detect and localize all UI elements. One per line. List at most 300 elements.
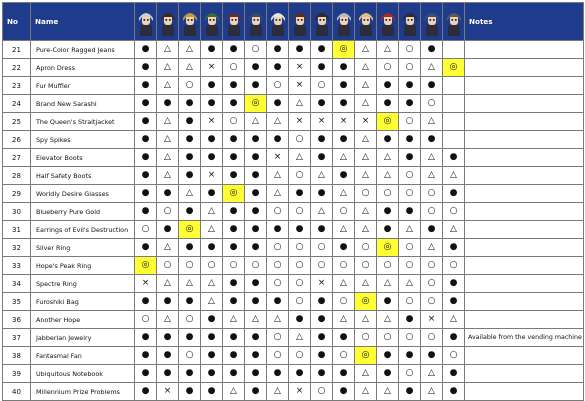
filled-circle-icon: ●: [135, 239, 157, 257]
column-header-character-10: [333, 3, 355, 41]
filled-circle-icon: ●: [223, 95, 245, 113]
circle-icon: ○: [289, 293, 311, 311]
circle-icon: ○: [289, 131, 311, 149]
filled-circle-icon: ●: [201, 347, 223, 365]
triangle-icon: △: [333, 275, 355, 293]
triangle-icon: △: [267, 113, 289, 131]
column-header-character-1: [135, 3, 157, 41]
filled-circle-icon: ●: [223, 329, 245, 347]
filled-circle-icon: ●: [377, 347, 399, 365]
filled-circle-icon: ●: [245, 185, 267, 203]
cross-icon: ×: [289, 59, 311, 77]
filled-circle-icon: ●: [179, 113, 201, 131]
item-notes: [465, 185, 584, 203]
circle-icon: ○: [135, 221, 157, 239]
table-row: [3, 41, 584, 59]
filled-circle-icon: ●: [333, 167, 355, 185]
filled-circle-icon: ●: [201, 329, 223, 347]
triangle-icon: △: [421, 383, 443, 401]
triangle-icon: △: [355, 131, 377, 149]
item-notes: [465, 167, 584, 185]
column-header-no: No: [3, 3, 31, 41]
column-header-character-9: [311, 3, 333, 41]
filled-circle-icon: ●: [311, 221, 333, 239]
item-name: Hope's Peak Ring: [31, 257, 135, 275]
table-row: [3, 311, 584, 329]
circle-icon: ○: [311, 77, 333, 95]
row-number: 23: [3, 77, 31, 95]
filled-circle-icon: ●: [311, 149, 333, 167]
table-header-row: [3, 3, 584, 41]
filled-circle-icon: ●: [421, 131, 443, 149]
filled-circle-icon: ●: [245, 383, 267, 401]
circle-icon: ○: [267, 77, 289, 95]
filled-circle-icon: ●: [179, 203, 201, 221]
filled-circle-icon: ●: [223, 275, 245, 293]
row-number: 40: [3, 383, 31, 401]
filled-circle-icon: ●: [443, 275, 465, 293]
double-circle-icon: ◎: [443, 59, 465, 77]
circle-icon: ○: [179, 311, 201, 329]
circle-icon: ○: [223, 59, 245, 77]
triangle-icon: △: [179, 59, 201, 77]
circle-icon: ○: [399, 167, 421, 185]
item-name: The Queen's Straitjacket: [31, 113, 135, 131]
triangle-icon: △: [377, 275, 399, 293]
filled-circle-icon: ●: [223, 131, 245, 149]
item-name: Half Safety Boots: [31, 167, 135, 185]
table-row: [3, 329, 584, 347]
item-notes: [465, 113, 584, 131]
gift-compatibility-table: [2, 2, 584, 401]
circle-icon: ○: [245, 257, 267, 275]
filled-circle-icon: ●: [443, 185, 465, 203]
filled-circle-icon: ●: [157, 293, 179, 311]
column-header-character-8: [289, 3, 311, 41]
circle-icon: ○: [289, 275, 311, 293]
filled-circle-icon: ●: [179, 95, 201, 113]
filled-circle-icon: ●: [399, 311, 421, 329]
column-header-character-3: [179, 3, 201, 41]
table-row: [3, 203, 584, 221]
circle-icon: ○: [267, 239, 289, 257]
character-portrait-icon: [159, 9, 177, 37]
filled-circle-icon: ●: [333, 365, 355, 383]
triangle-icon: △: [201, 221, 223, 239]
column-header-character-5: [223, 3, 245, 41]
row-number: 21: [3, 41, 31, 59]
filled-circle-icon: ●: [135, 203, 157, 221]
filled-circle-icon: ●: [311, 131, 333, 149]
circle-icon: ○: [267, 347, 289, 365]
filled-circle-icon: ●: [311, 293, 333, 311]
column-header-character-13: [399, 3, 421, 41]
character-portrait-icon: [225, 9, 243, 37]
filled-circle-icon: ●: [135, 95, 157, 113]
filled-circle-icon: ●: [311, 347, 333, 365]
filled-circle-icon: ●: [377, 221, 399, 239]
triangle-icon: △: [179, 41, 201, 59]
triangle-icon: △: [267, 383, 289, 401]
circle-icon: ○: [289, 239, 311, 257]
filled-circle-icon: ●: [421, 41, 443, 59]
filled-circle-icon: ●: [245, 131, 267, 149]
triangle-icon: △: [267, 167, 289, 185]
circle-icon: ○: [355, 185, 377, 203]
triangle-icon: △: [157, 167, 179, 185]
circle-icon: ○: [421, 257, 443, 275]
circle-icon: ○: [289, 167, 311, 185]
triangle-icon: △: [421, 149, 443, 167]
filled-circle-icon: ●: [201, 185, 223, 203]
filled-circle-icon: ●: [311, 329, 333, 347]
filled-circle-icon: ●: [223, 167, 245, 185]
triangle-icon: △: [289, 329, 311, 347]
filled-circle-icon: ●: [311, 185, 333, 203]
row-number: 29: [3, 185, 31, 203]
row-number: 39: [3, 365, 31, 383]
circle-icon: ○: [267, 275, 289, 293]
triangle-icon: △: [421, 59, 443, 77]
item-notes: [465, 203, 584, 221]
filled-circle-icon: ●: [179, 131, 201, 149]
filled-circle-icon: ●: [333, 59, 355, 77]
double-circle-icon: ◎: [179, 221, 201, 239]
double-circle-icon: ◎: [355, 347, 377, 365]
filled-circle-icon: ●: [157, 95, 179, 113]
item-notes: [465, 95, 584, 113]
circle-icon: ○: [399, 239, 421, 257]
table-row: [3, 365, 584, 383]
triangle-icon: △: [333, 185, 355, 203]
filled-circle-icon: ●: [223, 293, 245, 311]
item-notes: [465, 149, 584, 167]
filled-circle-icon: ●: [333, 239, 355, 257]
cross-icon: ×: [311, 113, 333, 131]
filled-circle-icon: ●: [135, 329, 157, 347]
circle-icon: ○: [267, 257, 289, 275]
filled-circle-icon: ●: [399, 203, 421, 221]
circle-icon: ○: [377, 185, 399, 203]
filled-circle-icon: ●: [289, 365, 311, 383]
filled-circle-icon: ●: [201, 95, 223, 113]
filled-circle-icon: ●: [267, 293, 289, 311]
item-name: Pure-Color Ragged Jeans: [31, 41, 135, 59]
triangle-icon: △: [355, 167, 377, 185]
circle-icon: ○: [333, 203, 355, 221]
triangle-icon: △: [355, 59, 377, 77]
triangle-icon: △: [399, 275, 421, 293]
triangle-icon: △: [333, 221, 355, 239]
filled-circle-icon: ●: [135, 59, 157, 77]
triangle-icon: △: [201, 203, 223, 221]
filled-circle-icon: ●: [443, 293, 465, 311]
circle-icon: ○: [179, 77, 201, 95]
circle-icon: ○: [355, 329, 377, 347]
triangle-icon: △: [157, 131, 179, 149]
filled-circle-icon: ●: [157, 347, 179, 365]
triangle-icon: △: [333, 311, 355, 329]
circle-icon: ○: [289, 203, 311, 221]
filled-circle-icon: ●: [377, 203, 399, 221]
filled-circle-icon: ●: [201, 383, 223, 401]
circle-icon: ○: [421, 185, 443, 203]
triangle-icon: △: [157, 149, 179, 167]
circle-icon: ○: [421, 203, 443, 221]
character-portrait-icon: [247, 9, 265, 37]
character-portrait-icon: [423, 9, 441, 37]
table-row: [3, 257, 584, 275]
filled-circle-icon: ●: [223, 149, 245, 167]
column-header-character-15: [443, 3, 465, 41]
item-name: Elevator Boots: [31, 149, 135, 167]
empty-cell: [443, 131, 465, 149]
filled-circle-icon: ●: [333, 95, 355, 113]
item-name: Fantasmal Fan: [31, 347, 135, 365]
double-circle-icon: ◎: [135, 257, 157, 275]
filled-circle-icon: ●: [223, 77, 245, 95]
cross-icon: ×: [201, 59, 223, 77]
triangle-icon: △: [157, 77, 179, 95]
filled-circle-icon: ●: [135, 77, 157, 95]
filled-circle-icon: ●: [157, 185, 179, 203]
table-row: [3, 347, 584, 365]
triangle-icon: △: [421, 239, 443, 257]
row-number: 36: [3, 311, 31, 329]
item-notes: [465, 257, 584, 275]
empty-cell: [443, 95, 465, 113]
column-header-name: Name: [31, 3, 135, 41]
filled-circle-icon: ●: [377, 365, 399, 383]
triangle-icon: △: [377, 167, 399, 185]
table-row: [3, 59, 584, 77]
row-number: 34: [3, 275, 31, 293]
character-portrait-icon: [137, 9, 155, 37]
item-notes: [465, 239, 584, 257]
filled-circle-icon: ●: [179, 239, 201, 257]
triangle-icon: △: [443, 221, 465, 239]
row-number: 25: [3, 113, 31, 131]
filled-circle-icon: ●: [135, 41, 157, 59]
triangle-icon: △: [157, 41, 179, 59]
filled-circle-icon: ●: [135, 113, 157, 131]
character-portrait-icon: [445, 9, 463, 37]
filled-circle-icon: ●: [245, 167, 267, 185]
character-portrait-icon: [379, 9, 397, 37]
cross-icon: ×: [311, 275, 333, 293]
filled-circle-icon: ●: [377, 131, 399, 149]
item-notes: Available from the vending machine: [465, 329, 584, 347]
item-name: Millennium Prize Problems: [31, 383, 135, 401]
circle-icon: ○: [421, 293, 443, 311]
triangle-icon: △: [355, 311, 377, 329]
cross-icon: ×: [289, 113, 311, 131]
item-notes: [465, 221, 584, 239]
triangle-icon: △: [355, 383, 377, 401]
triangle-icon: △: [355, 41, 377, 59]
filled-circle-icon: ●: [377, 95, 399, 113]
circle-icon: ○: [311, 383, 333, 401]
triangle-icon: △: [355, 275, 377, 293]
filled-circle-icon: ●: [333, 77, 355, 95]
filled-circle-icon: ●: [157, 221, 179, 239]
filled-circle-icon: ●: [333, 131, 355, 149]
filled-circle-icon: ●: [377, 293, 399, 311]
filled-circle-icon: ●: [201, 365, 223, 383]
row-number: 24: [3, 95, 31, 113]
item-name: Jabberlan Jewelry: [31, 329, 135, 347]
item-notes: [465, 41, 584, 59]
circle-icon: ○: [289, 347, 311, 365]
filled-circle-icon: ●: [135, 131, 157, 149]
circle-icon: ○: [421, 329, 443, 347]
filled-circle-icon: ●: [179, 365, 201, 383]
triangle-icon: △: [443, 311, 465, 329]
triangle-icon: △: [377, 149, 399, 167]
item-notes: [465, 275, 584, 293]
circle-icon: ○: [157, 203, 179, 221]
triangle-icon: △: [355, 203, 377, 221]
column-header-character-4: [201, 3, 223, 41]
character-portrait-icon: [203, 9, 221, 37]
item-name: Brand New Sarashi: [31, 95, 135, 113]
filled-circle-icon: ●: [289, 41, 311, 59]
filled-circle-icon: ●: [267, 365, 289, 383]
filled-circle-icon: ●: [399, 347, 421, 365]
cross-icon: ×: [289, 383, 311, 401]
filled-circle-icon: ●: [311, 59, 333, 77]
triangle-icon: △: [179, 275, 201, 293]
circle-icon: ○: [399, 329, 421, 347]
filled-circle-icon: ●: [267, 59, 289, 77]
cross-icon: ×: [421, 311, 443, 329]
circle-icon: ○: [333, 293, 355, 311]
item-name: Earrings of Evil's Destruction: [31, 221, 135, 239]
circle-icon: ○: [311, 239, 333, 257]
filled-circle-icon: ●: [179, 383, 201, 401]
circle-icon: ○: [399, 257, 421, 275]
filled-circle-icon: ●: [333, 329, 355, 347]
item-notes: [465, 311, 584, 329]
table-row: [3, 293, 584, 311]
filled-circle-icon: ●: [201, 311, 223, 329]
filled-circle-icon: ●: [443, 149, 465, 167]
cross-icon: ×: [135, 275, 157, 293]
double-circle-icon: ◎: [333, 41, 355, 59]
circle-icon: ○: [289, 257, 311, 275]
item-name: Worldly Desire Glasses: [31, 185, 135, 203]
triangle-icon: △: [333, 149, 355, 167]
circle-icon: ○: [443, 347, 465, 365]
circle-icon: ○: [377, 59, 399, 77]
filled-circle-icon: ●: [135, 293, 157, 311]
triangle-icon: △: [311, 167, 333, 185]
circle-icon: ○: [179, 257, 201, 275]
triangle-icon: △: [223, 311, 245, 329]
character-portrait-icon: [401, 9, 419, 37]
filled-circle-icon: ●: [289, 185, 311, 203]
row-number: 32: [3, 239, 31, 257]
empty-cell: [443, 77, 465, 95]
column-header-character-7: [267, 3, 289, 41]
empty-cell: [443, 41, 465, 59]
filled-circle-icon: ●: [245, 77, 267, 95]
triangle-icon: △: [157, 59, 179, 77]
triangle-icon: △: [355, 77, 377, 95]
triangle-icon: △: [399, 221, 421, 239]
circle-icon: ○: [223, 257, 245, 275]
triangle-icon: △: [421, 113, 443, 131]
filled-circle-icon: ●: [135, 167, 157, 185]
row-number: 33: [3, 257, 31, 275]
triangle-icon: △: [421, 167, 443, 185]
table-row: [3, 275, 584, 293]
double-circle-icon: ◎: [355, 293, 377, 311]
circle-icon: ○: [223, 113, 245, 131]
item-notes: [465, 293, 584, 311]
item-notes: [465, 59, 584, 77]
filled-circle-icon: ●: [223, 203, 245, 221]
filled-circle-icon: ●: [333, 383, 355, 401]
triangle-icon: △: [311, 203, 333, 221]
filled-circle-icon: ●: [245, 275, 267, 293]
filled-circle-icon: ●: [267, 41, 289, 59]
table-row: [3, 239, 584, 257]
double-circle-icon: ◎: [223, 185, 245, 203]
filled-circle-icon: ●: [135, 185, 157, 203]
column-header-character-6: [245, 3, 267, 41]
filled-circle-icon: ●: [311, 41, 333, 59]
table-row: [3, 167, 584, 185]
circle-icon: ○: [421, 95, 443, 113]
circle-icon: ○: [311, 257, 333, 275]
circle-icon: ○: [333, 347, 355, 365]
table-row: [3, 221, 584, 239]
filled-circle-icon: ●: [157, 329, 179, 347]
character-portrait-icon: [335, 9, 353, 37]
triangle-icon: △: [289, 149, 311, 167]
row-number: 28: [3, 167, 31, 185]
filled-circle-icon: ●: [245, 59, 267, 77]
item-name: Spy Spikes: [31, 131, 135, 149]
circle-icon: ○: [377, 257, 399, 275]
cross-icon: ×: [157, 383, 179, 401]
filled-circle-icon: ●: [399, 77, 421, 95]
filled-circle-icon: ●: [421, 347, 443, 365]
filled-circle-icon: ●: [377, 77, 399, 95]
filled-circle-icon: ●: [443, 365, 465, 383]
filled-circle-icon: ●: [267, 131, 289, 149]
circle-icon: ○: [355, 239, 377, 257]
circle-icon: ○: [443, 203, 465, 221]
column-header-notes: Notes: [465, 3, 584, 41]
filled-circle-icon: ●: [201, 149, 223, 167]
filled-circle-icon: ●: [223, 41, 245, 59]
cross-icon: ×: [333, 113, 355, 131]
triangle-icon: △: [355, 221, 377, 239]
filled-circle-icon: ●: [223, 221, 245, 239]
item-name: Fur Muffler: [31, 77, 135, 95]
triangle-icon: △: [443, 167, 465, 185]
filled-circle-icon: ●: [245, 347, 267, 365]
row-number: 30: [3, 203, 31, 221]
double-circle-icon: ◎: [377, 239, 399, 257]
character-portrait-icon: [313, 9, 331, 37]
cross-icon: ×: [289, 77, 311, 95]
triangle-icon: △: [245, 311, 267, 329]
circle-icon: ○: [157, 257, 179, 275]
filled-circle-icon: ●: [245, 203, 267, 221]
